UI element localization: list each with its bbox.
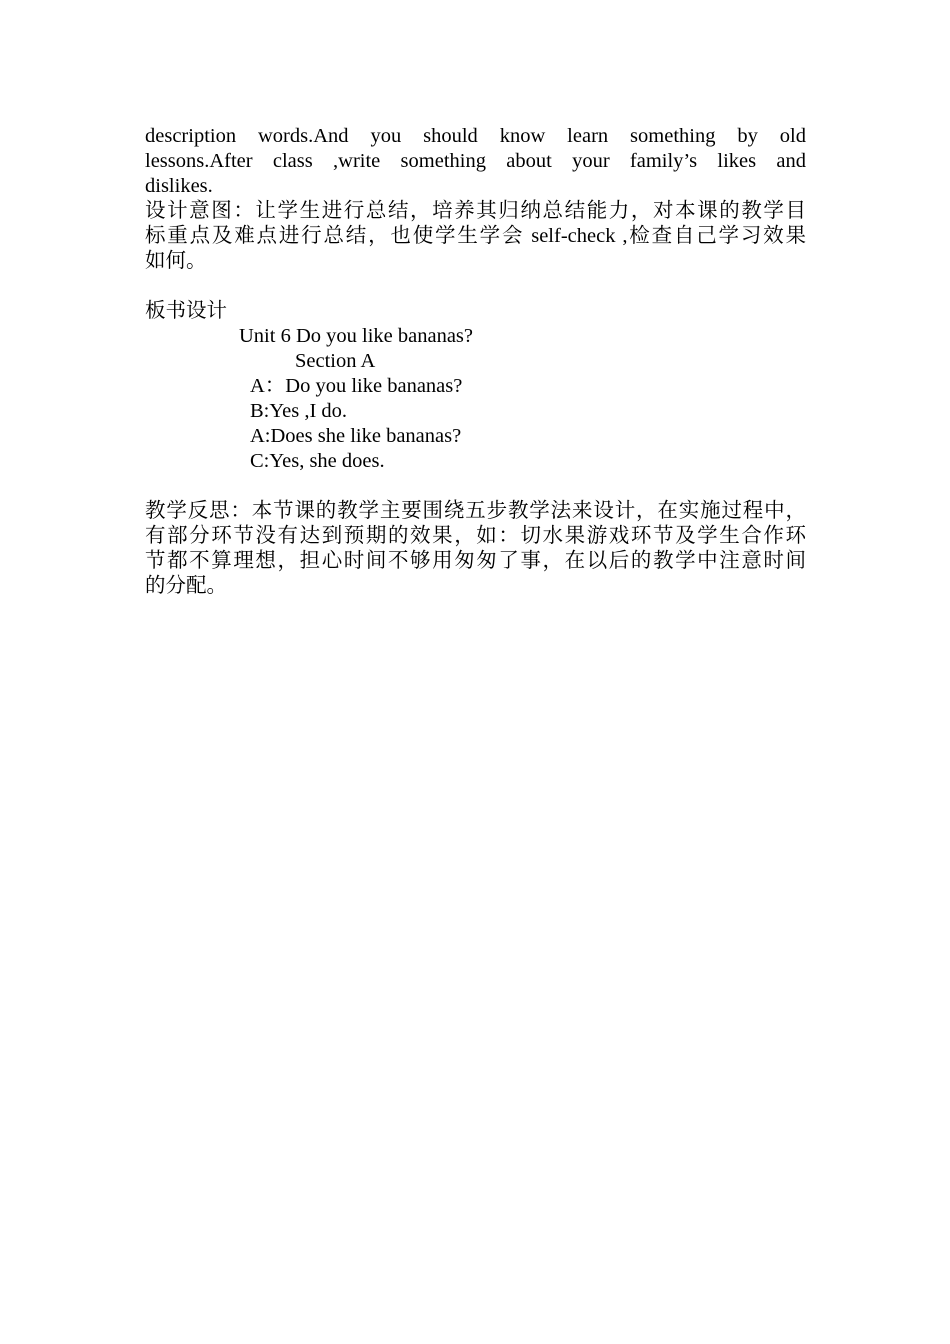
blackboard-section: Section A [295,350,376,372]
spacer [145,474,806,499]
reflection-line-1: 教学反思：本节课的教学主要围绕五步教学法来设计，在实施过程中， [145,500,806,522]
reflection-paragraph [145,499,806,599]
spacer [145,274,806,299]
blackboard-dialogue-line: A:Does she like bananas? [250,425,462,447]
reflection-line-2: 有部分环节没有达到预期的效果，如：切水果游戏环节及学生合作环 [145,525,806,547]
design-intent-line-3: 如何。 [145,250,207,272]
design-intent-line-2: 标重点及难点进行总结，也使学生学会 self-check ,检查自己学习效果 [145,225,806,247]
summary-line-1: description words.And you should know learn something by old [145,125,806,147]
blackboard-heading: 板书设计 [145,300,227,322]
blackboard-dialogue-line: C:Yes, she does. [250,450,385,472]
reflection-line-4: 的分配。 [145,575,227,597]
summary-line-2: lessons.After class ,write something about your family’s likes and [145,150,806,172]
summary-line-3: dislikes. [145,175,213,197]
blackboard-dialogue-line: B:Yes ,I do. [250,400,348,422]
blackboard-dialogue-line: A：Do you like bananas? [250,375,463,397]
summary-paragraph [145,124,806,199]
blackboard-title: Unit 6 Do you like bananas? [239,325,473,347]
design-intent-line-1: 设计意图：让学生进行总结，培养其归纳总结能力，对本课的教学目 [145,200,806,222]
document-body [145,124,806,599]
design-intent-paragraph [145,199,806,274]
reflection-line-3: 节都不算理想，担心时间不够用匆匆了事，在以后的教学中注意时间 [145,550,806,572]
blackboard-design [145,299,806,474]
